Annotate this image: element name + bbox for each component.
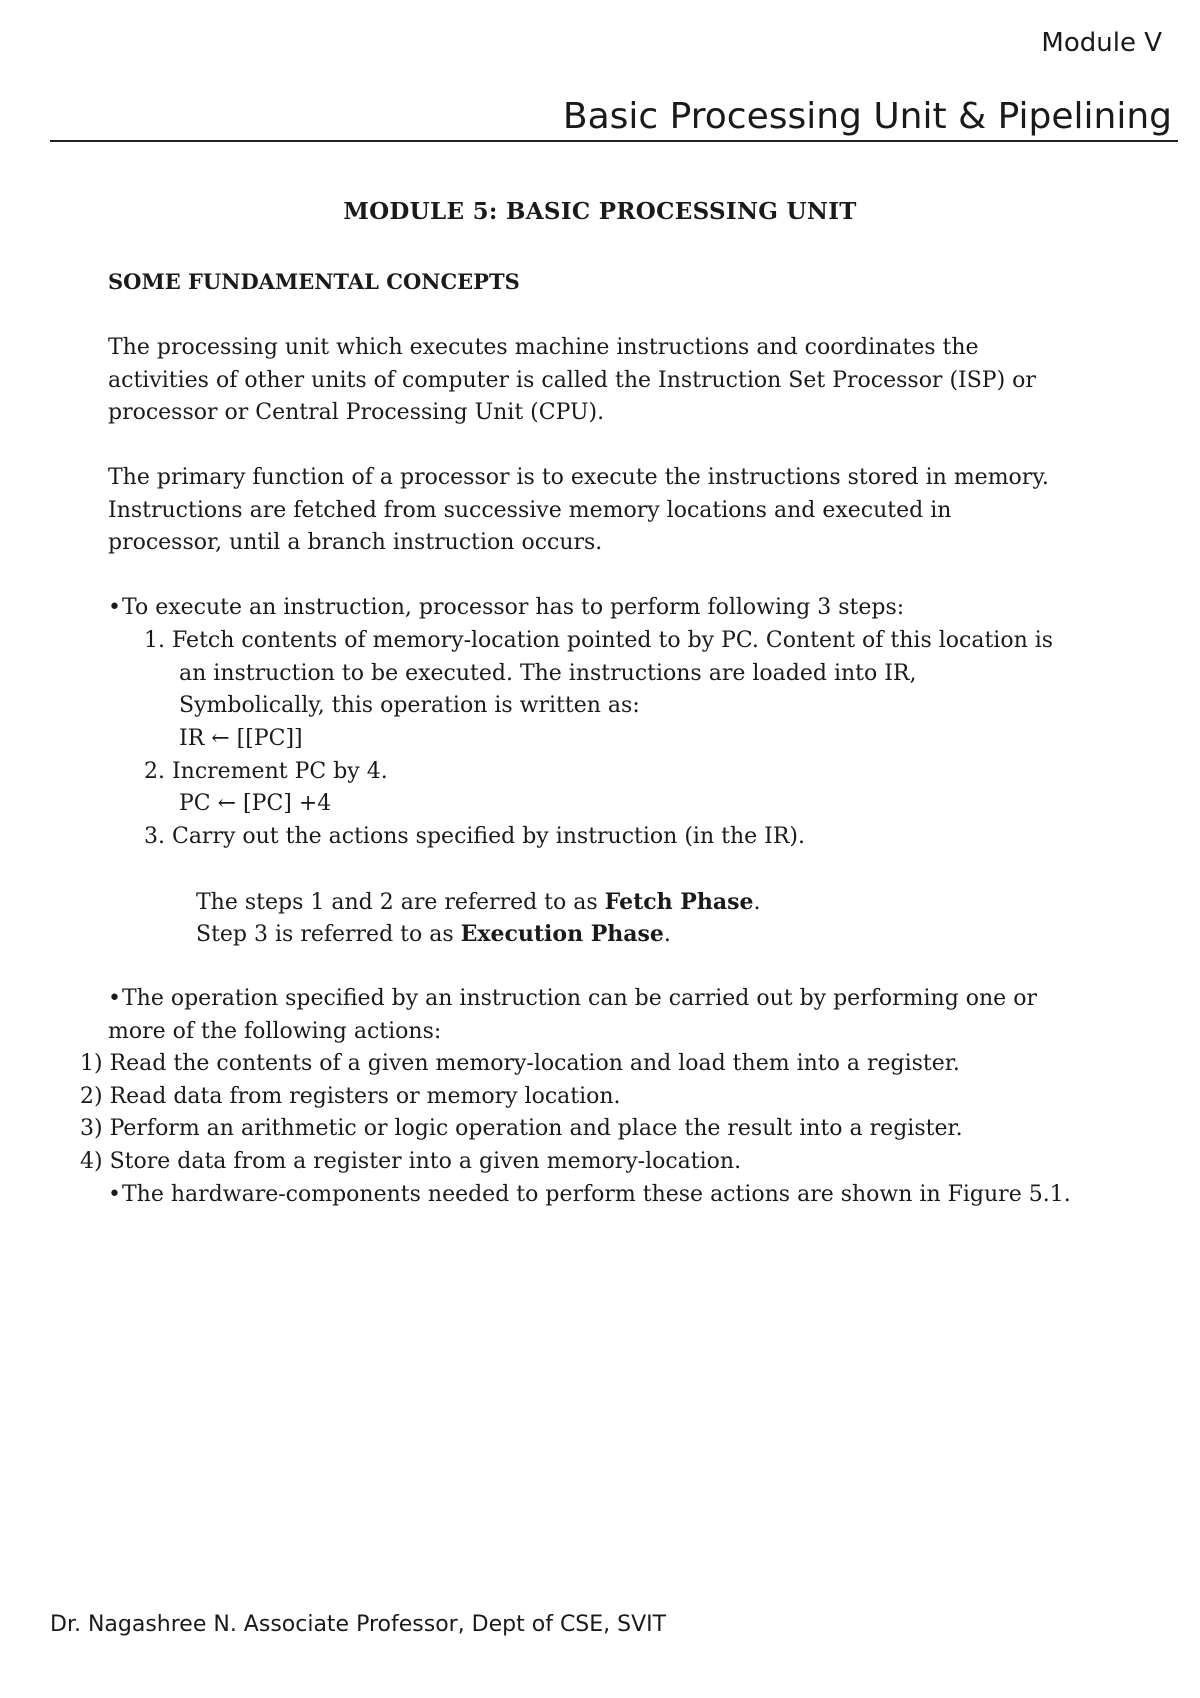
para2-line: processor, until a branch instruction occurs. [108,530,603,555]
footer-text: Dr. Nagashree N. Associate Professor, Dept of CSE, SVIT [50,1612,667,1637]
action-line: 4) Store data from a register into a given memory-location. [80,1149,742,1174]
action-line: 2) Read data from registers or memory location. [80,1084,621,1109]
para2-line: The primary function of a processor is to execute the instructions stored in memory. [108,465,1049,490]
header-title: Basic Processing Unit & Pipelining [562,96,1172,137]
bullet-item [108,983,1037,1015]
bullet-icon: • [108,986,121,1011]
bullet-text: To execute an instruction, processor has to perform following 3 steps: [122,595,905,620]
fetch-phase-suffix: . [753,890,761,915]
bullet-item [108,1179,1071,1211]
step-line: Symbolically, this operation is written as: [179,693,640,718]
step-line: an instruction to be executed. The instructions are loaded into IR, [179,661,917,686]
bullet-item [108,592,904,624]
bullet-text: The hardware-components needed to perform these actions are shown in Figure 5.1. [122,1182,1071,1207]
execution-phase-prefix: Step 3 is referred to as [196,922,461,947]
para1-line: processor or Central Processing Unit (CPU). [108,400,605,425]
fetch-phase-prefix: The steps 1 and 2 are referred to as [196,890,605,915]
module-label: Module V [1041,28,1162,58]
bullet-text: The operation specified by an instruction can be carried out by performing one or [122,986,1037,1011]
execution-phase-term: Execution Phase [460,921,664,947]
step-line: 3. Carry out the actions specified by instruction (in the IR). [144,824,805,849]
execution-phase-suffix: . [663,922,671,947]
action-line: 1) Read the contents of a given memory-location and load them into a register. [80,1051,960,1076]
section-heading: SOME FUNDAMENTAL CONCEPTS [108,269,520,294]
main-title: MODULE 5: BASIC PROCESSING UNIT [343,198,857,225]
para2-line: Instructions are fetched from successive memory locations and executed in [108,498,952,523]
fetch-phase-line [196,886,760,919]
bullet-icon: • [108,1182,121,1207]
fetch-phase-term: Fetch Phase [604,889,754,915]
para1-line: activities of other units of computer is called the Instruction Set Processor (ISP) or [108,368,1036,393]
header-rule [50,140,1178,142]
bullet-icon: • [108,595,121,620]
execution-phase-line [196,918,671,951]
step-formula: IR ← [[PC]] [179,726,303,751]
step-formula: PC ← [PC] +4 [179,791,332,816]
step-line: 2. Increment PC by 4. [144,759,388,784]
step-line: 1. Fetch contents of memory-location pointed to by PC. Content of this location is [144,628,1054,653]
para1-line: The processing unit which executes machine instructions and coordinates the [108,335,979,360]
bullet-continuation: more of the following actions: [108,1019,442,1044]
action-line: 3) Perform an arithmetic or logic operation and place the result into a register. [80,1116,963,1141]
